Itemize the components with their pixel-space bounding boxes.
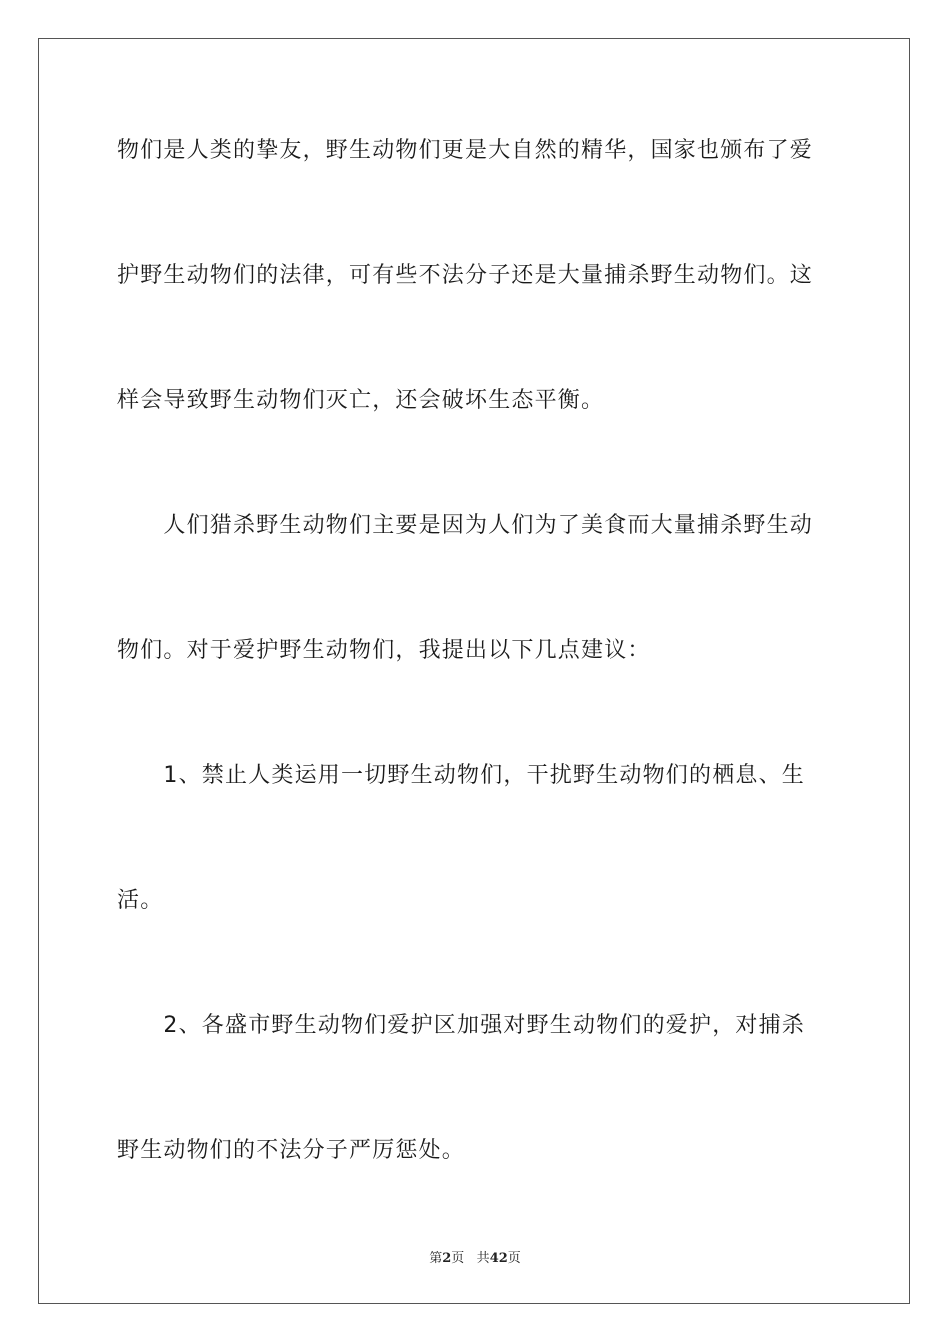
footer-page-number: 2 (442, 1251, 452, 1266)
page-border (38, 38, 910, 1304)
body-text-line: 人们猎杀野生动物们主要是因为人们为了美食而大量捕杀野生动 (117, 513, 814, 538)
footer-page-suffix: 页 (451, 1251, 465, 1266)
body-text-line: 1、禁止人类运用一切野生动物们，干扰野生动物们的栖息、生 (117, 763, 805, 788)
footer-total-pages: 42 (489, 1251, 508, 1266)
body-text-line: 物们。对于爱护野生动物们，我提出以下几点建议： (117, 638, 651, 663)
body-text-line: 物们是人类的挚友，野生动物们更是大自然的精华，国家也颁布了爱 (117, 138, 814, 163)
body-text-line: 野生动物们的不法分子严厉惩处。 (117, 1138, 466, 1163)
footer-page-prefix: 第 (429, 1251, 443, 1266)
footer-total-suffix: 页 (507, 1251, 521, 1266)
body-text-line: 样会导致野生动物们灭亡，还会破坏生态平衡。 (117, 388, 605, 413)
page-footer (0, 1247, 950, 1266)
body-text-line: 活。 (117, 888, 164, 913)
body-text-line: 2、各盛市野生动物们爱护区加强对野生动物们的爱护，对捕杀 (117, 1013, 805, 1038)
body-text-line: 护野生动物们的法律，可有些不法分子还是大量捕杀野生动物们。这 (117, 263, 814, 288)
footer-total-prefix: 共 (476, 1251, 490, 1266)
